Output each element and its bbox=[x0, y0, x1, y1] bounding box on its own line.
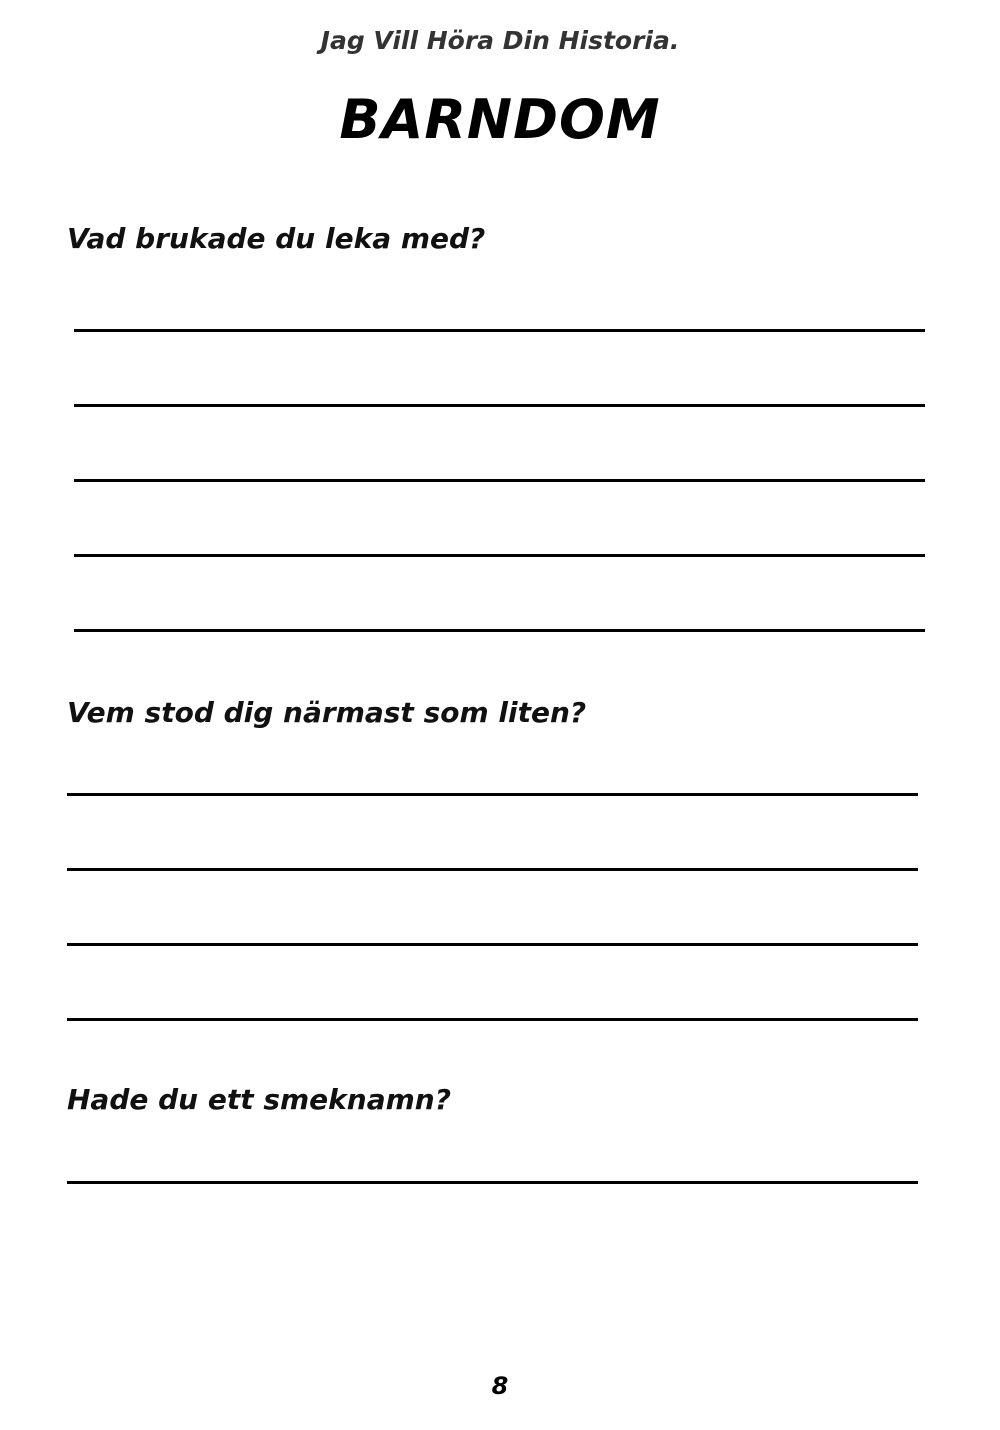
page-title: BARNDOM bbox=[339, 88, 661, 151]
answer-line[interactable] bbox=[74, 629, 925, 632]
answer-line[interactable] bbox=[67, 1018, 918, 1021]
question-2: Vem stod dig närmast som liten? bbox=[67, 696, 587, 729]
answer-line[interactable] bbox=[74, 404, 925, 407]
answer-line[interactable] bbox=[74, 329, 925, 332]
question-3: Hade du ett smeknamn? bbox=[67, 1083, 451, 1116]
answer-line[interactable] bbox=[67, 793, 918, 796]
answer-line[interactable] bbox=[74, 554, 925, 557]
page-number: 8 bbox=[491, 1372, 509, 1400]
book-subtitle: Jag Vill Höra Din Historia. bbox=[320, 26, 680, 55]
answer-line[interactable] bbox=[74, 479, 925, 482]
question-1: Vad brukade du leka med? bbox=[67, 222, 486, 255]
answer-line[interactable] bbox=[67, 868, 918, 871]
answer-line[interactable] bbox=[67, 943, 918, 946]
answer-line[interactable] bbox=[67, 1181, 918, 1184]
